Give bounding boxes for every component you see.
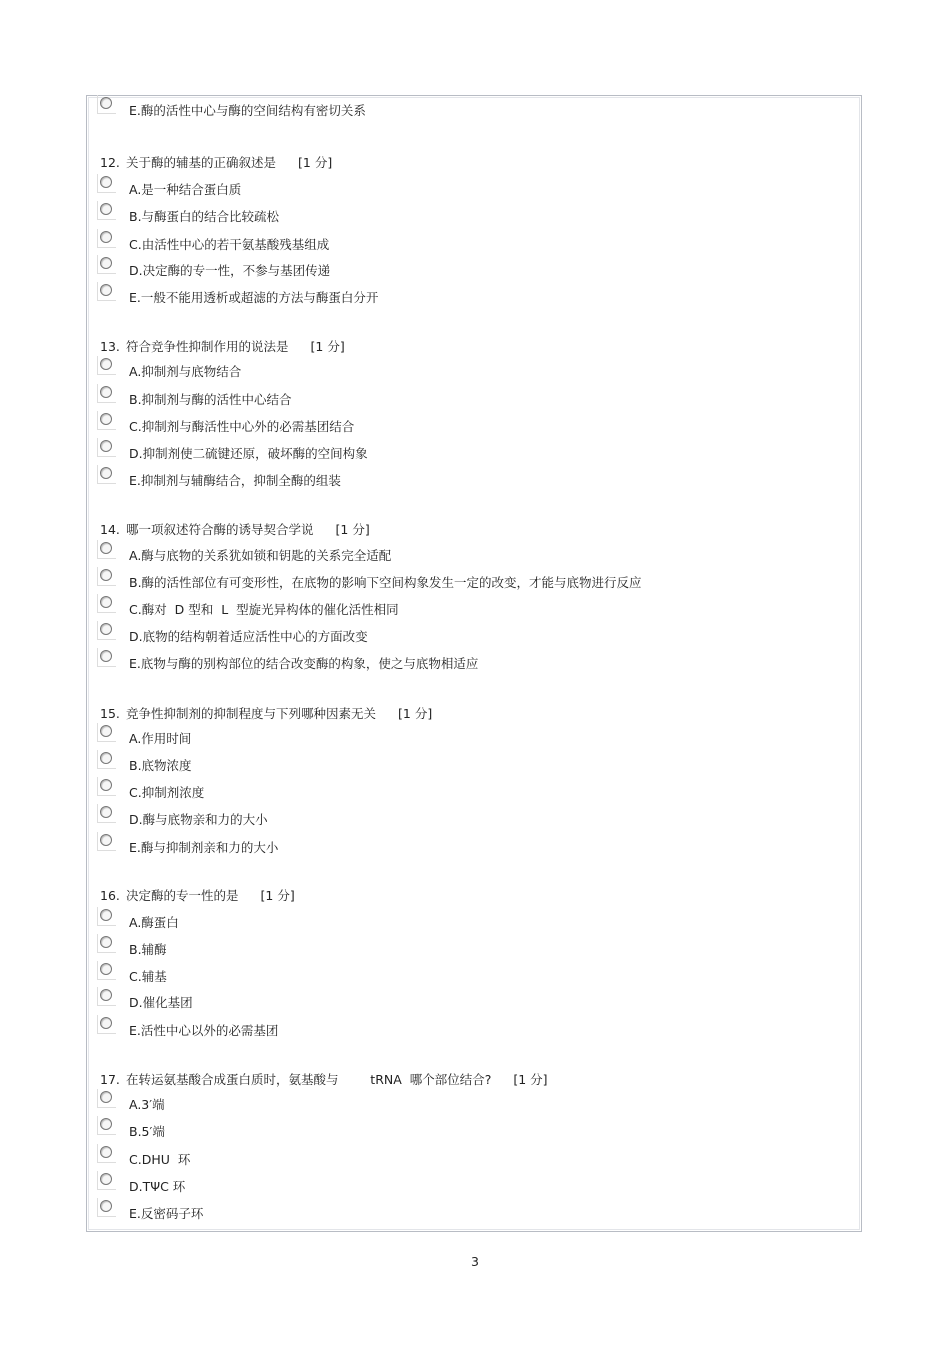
option-label: E.反密码子环 — [129, 1206, 204, 1221]
radio-button[interactable] — [100, 752, 112, 764]
option-label: C.抑制剂与酶活性中心外的必需基团结合 — [129, 419, 355, 434]
option-14-d[interactable] — [97, 623, 717, 647]
option-14-b[interactable] — [97, 569, 717, 593]
option-label: C.酶对 D 型和 L 型旋光异构体的催化活性相同 — [129, 602, 399, 617]
option-label: E.活性中心以外的必需基团 — [129, 1023, 279, 1038]
option-12-e[interactable] — [97, 284, 717, 308]
option-label: C.DHU 环 — [129, 1152, 191, 1167]
option-12-c[interactable] — [97, 231, 717, 255]
option-label: A.是一种结合蛋白质 — [129, 182, 242, 197]
radio-button[interactable] — [100, 725, 112, 737]
option-11-e[interactable] — [97, 97, 717, 121]
option-label: D.抑制剂使二硫键还原，破坏酶的空间构象 — [129, 446, 368, 461]
radio-button[interactable] — [100, 569, 112, 581]
question-number: 15. — [100, 706, 120, 721]
radio-button[interactable] — [100, 542, 112, 554]
option-label: D.酶与底物亲和力的大小 — [129, 812, 268, 827]
option-15-d[interactable] — [97, 806, 717, 830]
option-label: A.3′端 — [129, 1097, 165, 1112]
question-score: [1 分] — [335, 522, 370, 537]
radio-button[interactable] — [100, 909, 112, 921]
option-12-b[interactable] — [97, 203, 717, 227]
option-label: C.辅基 — [129, 969, 167, 984]
question-text: 符合竞争性抑制作用的说法是 — [126, 339, 289, 354]
question-title-17 — [100, 1072, 548, 1088]
radio-button[interactable] — [100, 176, 112, 188]
option-label: B.辅酶 — [129, 942, 167, 957]
option-13-b[interactable] — [97, 386, 717, 410]
radio-button[interactable] — [100, 386, 112, 398]
option-15-e[interactable] — [97, 834, 717, 858]
question-text: 竞争性抑制剂的抑制程度与下列哪种因素无关 — [126, 706, 377, 721]
question-title-13 — [100, 339, 345, 355]
radio-button[interactable] — [100, 1200, 112, 1212]
radio-button[interactable] — [100, 203, 112, 215]
radio-button[interactable] — [100, 806, 112, 818]
radio-button[interactable] — [100, 467, 112, 479]
option-15-b[interactable] — [97, 752, 717, 776]
question-number: 17. — [100, 1072, 120, 1087]
radio-button[interactable] — [100, 284, 112, 296]
option-13-d[interactable] — [97, 440, 717, 464]
option-label: E.酶与抑制剂亲和力的大小 — [129, 840, 279, 855]
question-score: [1 分] — [260, 888, 295, 903]
question-score: [1 分] — [513, 1072, 548, 1087]
radio-button[interactable] — [100, 936, 112, 948]
option-label: A.酶蛋白 — [129, 915, 179, 930]
option-14-a[interactable] — [97, 542, 717, 566]
option-14-c[interactable] — [97, 596, 717, 620]
radio-button[interactable] — [100, 963, 112, 975]
question-score: [1 分] — [298, 155, 333, 170]
question-number: 14. — [100, 522, 120, 537]
question-text: 哪一项叙述符合酶的诱导契合学说 — [126, 522, 314, 537]
question-text: 关于酶的辅基的正确叙述是 — [126, 155, 277, 170]
radio-button[interactable] — [100, 779, 112, 791]
option-label: A.作用时间 — [129, 731, 192, 746]
radio-button[interactable] — [100, 596, 112, 608]
question-number: 16. — [100, 888, 120, 903]
option-label: D.TΨC 环 — [129, 1179, 186, 1194]
question-title-14 — [100, 522, 370, 538]
option-17-b[interactable] — [97, 1118, 717, 1142]
radio-button[interactable] — [100, 1173, 112, 1185]
option-16-d[interactable] — [97, 989, 717, 1013]
option-label: C.抑制剂浓度 — [129, 785, 205, 800]
option-label: B.底物浓度 — [129, 758, 192, 773]
radio-button[interactable] — [100, 1091, 112, 1103]
radio-button[interactable] — [100, 413, 112, 425]
option-15-c[interactable] — [97, 779, 717, 803]
radio-button[interactable] — [100, 1146, 112, 1158]
option-16-a[interactable] — [97, 909, 717, 933]
option-label: B.5′端 — [129, 1124, 165, 1139]
option-label: A.抑制剂与底物结合 — [129, 364, 242, 379]
radio-button[interactable] — [100, 623, 112, 635]
option-label: A.酶与底物的关系犹如锁和钥匙的关系完全适配 — [129, 548, 392, 563]
question-title-15 — [100, 706, 432, 722]
radio-button[interactable] — [100, 97, 112, 109]
option-label: E.抑制剂与辅酶结合，抑制全酶的组装 — [129, 473, 341, 488]
radio-button[interactable] — [100, 231, 112, 243]
option-label: B.酶的活性部位有可变形性，在底物的影响下空间构象发生一定的改变，才能与底物进行反应 — [129, 575, 642, 590]
radio-button[interactable] — [100, 989, 112, 1001]
option-17-a[interactable] — [97, 1091, 717, 1115]
option-16-c[interactable] — [97, 963, 717, 987]
option-17-e[interactable] — [97, 1200, 717, 1224]
radio-button[interactable] — [100, 650, 112, 662]
question-title-12 — [100, 155, 332, 171]
option-label: E.一般不能用透析或超滤的方法与酶蛋白分开 — [129, 290, 379, 305]
question-text: 决定酶的专一性的是 — [126, 888, 239, 903]
option-label: D.决定酶的专一性，不参与基团传递 — [129, 263, 331, 278]
page-number: 3 — [471, 1254, 479, 1269]
option-13-c[interactable] — [97, 413, 717, 437]
option-label: D.催化基团 — [129, 995, 193, 1010]
question-text: 在转运氨基酸合成蛋白质时，氨基酸与 tRNA 哪个部位结合? — [126, 1072, 492, 1087]
option-label: C.由活性中心的若干氨基酸残基组成 — [129, 237, 330, 252]
option-16-b[interactable] — [97, 936, 717, 960]
option-12-d[interactable] — [97, 257, 717, 281]
radio-button[interactable] — [100, 834, 112, 846]
option-15-a[interactable] — [97, 725, 717, 749]
question-score: [1 分] — [310, 339, 345, 354]
question-title-16 — [100, 888, 295, 904]
question-number: 13. — [100, 339, 120, 354]
question-number: 12. — [100, 155, 120, 170]
option-17-c[interactable] — [97, 1146, 717, 1170]
option-label: B.与酶蛋白的结合比较疏松 — [129, 209, 280, 224]
option-17-d[interactable] — [97, 1173, 717, 1197]
option-13-a[interactable] — [97, 358, 717, 382]
option-label: D.底物的结构朝着适应活性中心的方面改变 — [129, 629, 368, 644]
radio-button[interactable] — [100, 440, 112, 452]
question-score: [1 分] — [398, 706, 433, 721]
option-label: E.酶的活性中心与酶的空间结构有密切关系 — [129, 103, 366, 118]
radio-button[interactable] — [100, 257, 112, 269]
option-label: B.抑制剂与酶的活性中心结合 — [129, 392, 292, 407]
radio-button[interactable] — [100, 358, 112, 370]
radio-button[interactable] — [100, 1017, 112, 1029]
option-13-e[interactable] — [97, 467, 717, 491]
radio-button[interactable] — [100, 1118, 112, 1130]
option-16-e[interactable] — [97, 1017, 717, 1041]
option-label: E.底物与酶的别构部位的结合改变酶的构象，使之与底物相适应 — [129, 656, 479, 671]
option-12-a[interactable] — [97, 176, 717, 200]
option-14-e[interactable] — [97, 650, 717, 674]
